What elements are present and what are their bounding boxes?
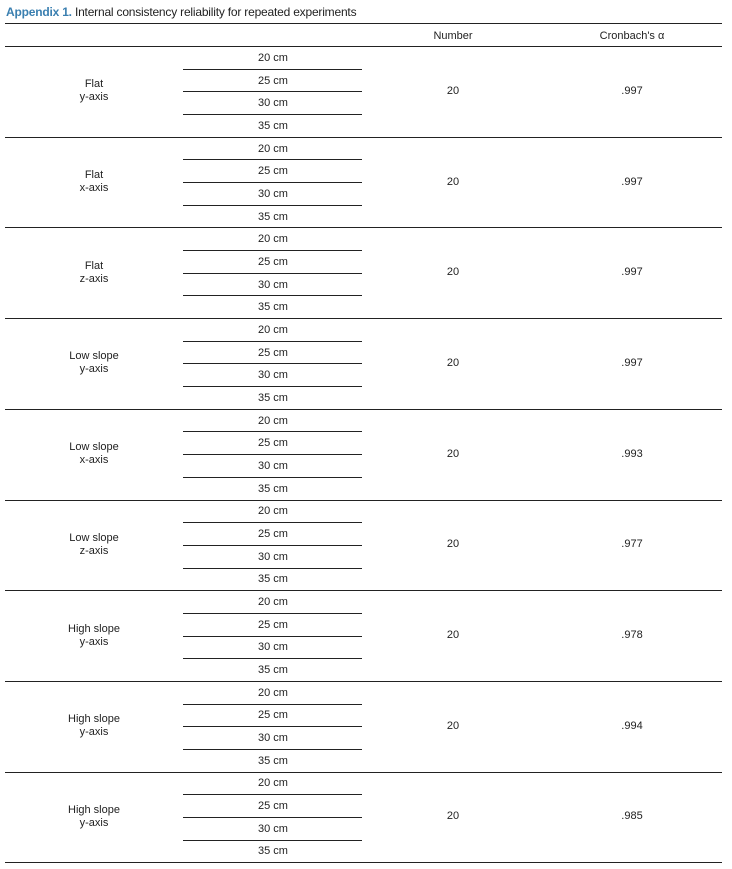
- cronbach-alpha-cell: .978: [621, 629, 643, 641]
- distance-cell: 30 cm: [258, 460, 288, 472]
- subrow-rule: [183, 205, 362, 206]
- surface-label: Low slope: [69, 441, 119, 453]
- subrow-rule: [183, 568, 362, 569]
- condition-label: [34, 441, 154, 467]
- distance-cell: 35 cm: [258, 120, 288, 132]
- subrow-rule: [183, 341, 362, 342]
- distance-cell: 30 cm: [258, 641, 288, 653]
- distance-cell: 30 cm: [258, 551, 288, 563]
- subrow-rule: [183, 749, 362, 750]
- surface-label: High slope: [68, 804, 120, 816]
- surface-label: Low slope: [69, 350, 119, 362]
- subrow-rule: [183, 840, 362, 841]
- distance-cell: 25 cm: [258, 256, 288, 268]
- subrow-rule: [183, 363, 362, 364]
- surface-label: Low slope: [69, 532, 119, 544]
- subrow-rule: [183, 636, 362, 637]
- axis-label: y-axis: [79, 726, 109, 738]
- subrow-rule: [183, 545, 362, 546]
- axis-label: y-axis: [79, 636, 109, 648]
- condition-label: [34, 623, 154, 649]
- distance-cell: 35 cm: [258, 483, 288, 495]
- distance-cell: 20 cm: [258, 687, 288, 699]
- group-rule: [5, 772, 722, 773]
- distance-cell: 20 cm: [258, 324, 288, 336]
- cronbach-alpha-cell: .977: [621, 538, 643, 550]
- number-cell: 20: [446, 448, 460, 460]
- condition-label: [34, 713, 154, 739]
- group-rule: [5, 590, 722, 591]
- distance-cell: 35 cm: [258, 755, 288, 767]
- condition-label: [34, 260, 154, 286]
- table-top-rule: [5, 23, 722, 24]
- number-cell: 20: [446, 810, 460, 822]
- distance-cell: 30 cm: [258, 97, 288, 109]
- distance-cell: 20 cm: [258, 596, 288, 608]
- subrow-rule: [183, 726, 362, 727]
- axis-label: x-axis: [79, 182, 109, 194]
- number-cell: 20: [446, 357, 460, 369]
- subrow-rule: [183, 704, 362, 705]
- subrow-rule: [183, 386, 362, 387]
- subrow-rule: [183, 273, 362, 274]
- group-rule: [5, 500, 722, 501]
- subrow-rule: [183, 431, 362, 432]
- subrow-rule: [183, 69, 362, 70]
- group-rule: [5, 227, 722, 228]
- condition-label: [34, 169, 154, 195]
- surface-label: Flat: [84, 78, 104, 90]
- distance-cell: 25 cm: [258, 619, 288, 631]
- group-rule: [5, 137, 722, 138]
- cronbach-alpha-cell: .985: [621, 810, 643, 822]
- distance-cell: 25 cm: [258, 709, 288, 721]
- axis-label: z-axis: [79, 545, 109, 557]
- number-cell: 20: [446, 720, 460, 732]
- axis-label: x-axis: [79, 454, 109, 466]
- distance-cell: 30 cm: [258, 823, 288, 835]
- distance-cell: 25 cm: [258, 800, 288, 812]
- subrow-rule: [183, 182, 362, 183]
- surface-label: High slope: [68, 713, 120, 725]
- number-cell: 20: [446, 266, 460, 278]
- cronbach-alpha-cell: .997: [621, 176, 643, 188]
- distance-cell: 35 cm: [258, 664, 288, 676]
- cronbach-alpha-cell: .997: [621, 357, 643, 369]
- subrow-rule: [183, 250, 362, 251]
- subrow-rule: [183, 522, 362, 523]
- subrow-rule: [183, 658, 362, 659]
- axis-label: y-axis: [79, 363, 109, 375]
- cronbach-alpha-cell: .997: [621, 85, 643, 97]
- distance-cell: 30 cm: [258, 279, 288, 291]
- distance-cell: 35 cm: [258, 392, 288, 404]
- cronbach-alpha-cell: .997: [621, 266, 643, 278]
- condition-label: [34, 350, 154, 376]
- distance-cell: 25 cm: [258, 437, 288, 449]
- subrow-rule: [183, 794, 362, 795]
- distance-cell: 20 cm: [258, 52, 288, 64]
- axis-label: y-axis: [79, 817, 109, 829]
- group-rule: [5, 318, 722, 319]
- distance-cell: 20 cm: [258, 415, 288, 427]
- surface-label: High slope: [68, 623, 120, 635]
- caption-label: Appendix 1.: [6, 5, 72, 19]
- distance-cell: 20 cm: [258, 777, 288, 789]
- distance-cell: 35 cm: [258, 211, 288, 223]
- subrow-rule: [183, 454, 362, 455]
- distance-cell: 35 cm: [258, 845, 288, 857]
- distance-cell: 25 cm: [258, 528, 288, 540]
- distance-cell: 20 cm: [258, 505, 288, 517]
- group-rule: [5, 409, 722, 410]
- distance-cell: 35 cm: [258, 573, 288, 585]
- distance-cell: 25 cm: [258, 347, 288, 359]
- header-rule: [5, 46, 722, 47]
- header-number: Number: [433, 30, 473, 42]
- distance-cell: 20 cm: [258, 143, 288, 155]
- axis-label: y-axis: [79, 91, 109, 103]
- number-cell: 20: [446, 85, 460, 97]
- axis-label: z-axis: [79, 273, 109, 285]
- distance-cell: 35 cm: [258, 301, 288, 313]
- condition-label: [34, 804, 154, 830]
- cronbach-alpha-cell: .993: [621, 448, 643, 460]
- condition-label: [34, 78, 154, 104]
- subrow-rule: [183, 477, 362, 478]
- number-cell: 20: [446, 176, 460, 188]
- distance-cell: 30 cm: [258, 188, 288, 200]
- surface-label: Flat: [84, 169, 104, 181]
- number-cell: 20: [446, 538, 460, 550]
- distance-cell: 30 cm: [258, 732, 288, 744]
- subrow-rule: [183, 613, 362, 614]
- subrow-rule: [183, 295, 362, 296]
- caption-text: Internal consistency reliability for repeated experiments: [74, 5, 357, 19]
- group-rule: [5, 681, 722, 682]
- subrow-rule: [183, 91, 362, 92]
- condition-label: [34, 532, 154, 558]
- distance-cell: 30 cm: [258, 369, 288, 381]
- subrow-rule: [183, 114, 362, 115]
- number-cell: 20: [446, 629, 460, 641]
- distance-cell: 25 cm: [258, 165, 288, 177]
- surface-label: Flat: [84, 260, 104, 272]
- distance-cell: 20 cm: [258, 233, 288, 245]
- subrow-rule: [183, 817, 362, 818]
- distance-cell: 25 cm: [258, 75, 288, 87]
- group-rule: [5, 862, 722, 863]
- header-cronbach-alpha: Cronbach's α: [599, 30, 665, 42]
- subrow-rule: [183, 159, 362, 160]
- cronbach-alpha-cell: .994: [621, 720, 643, 732]
